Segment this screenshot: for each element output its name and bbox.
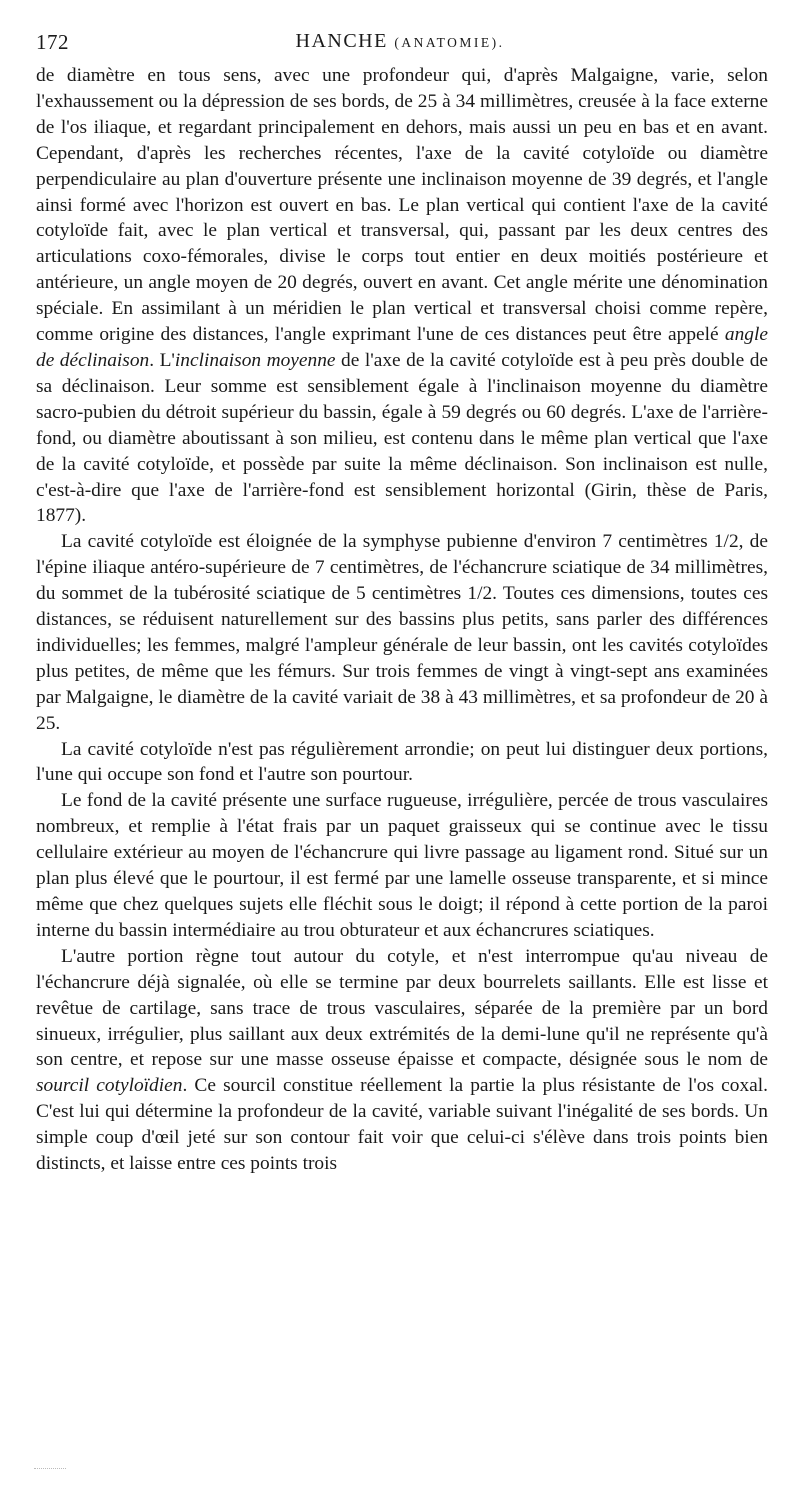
paragraph-text: La cavité cotyloïde est éloignée de la symphyse pubienne d'environ 7 centimètres 1/2, de l'épine iliaque antéro-supérieure de 7 centimètres, de l'échancrure sciatique de 34 millimètres, du sommet de la tubérosité sciatique de 5 centimètres 1/2. Toutes ces dimensions, toutes ces distances, se réduisent naturellement sur des bassins plus petits, sans parler des différences individuelles; les femmes, malgré l'ampleur générale de leur bassin, ont les cavités cotyloïdes plus petites, de même que les fémurs. Sur trois femmes de vingt à vingt-sept ans examinées par Malgaigne, le diamètre de la cavité variait de 38 à 43 millimètres, et sa profondeur de 20 à 25. [36,531,768,734]
footer-mark [34,1468,66,1471]
paragraph-text: Le fond de la cavité présente une surface rugueuse, irrégulière, percée de trous vasculaires nombreux, et remplie à l'état frais par un paquet graisseux qui se continue avec le tissu cellulaire extérieur au moyen de l'échancrure qui livre passage au ligament rond. Situé sur un plan plus élevé que le pourtour, il est fermé par une lamelle osseuse transparente, et si mince même que chez quelques sujets elle fléchit sous le doigt; il répond à cette portion de la paroi interne du bassin intermédiaire au trou obturateur et aux échancrures sciatiques. [36,790,768,941]
paragraph [36,944,768,1177]
running-title [36,30,764,53]
italic-term: angle de déclinaison [36,324,768,371]
paragraph [36,737,768,789]
paragraph-text: La cavité cotyloïde n'est pas régulièrement arrondie; on peut lui distinguer deux portions, l'une qui occupe son fond et l'autre son pourtour. [36,738,768,786]
running-head [36,30,764,56]
paragraph-text: . Ce sourcil constitue réellement la partie la plus résistante de l'os coxal. C'est lui qui détermine la profondeur de la cavité, variable suivant l'inégalité de ses bords. Un simple coup d'œil jeté sur son contour fait voir que celui-ci s'élève dans trois points bien distincts, et laisse entre ces points trois [36,1075,768,1175]
paragraph-text: de l'axe de la cavité cotyloïde est à peu près double de sa déclinaison. Leur somme est sensiblement égale à l'inclinaison moyenne du diamètre sacro-pubien du détroit supérieur du bassin, égale à 59 degrés ou 60 degrés. L'axe de l'arrière-fond, ou diamètre aboutissant à son milieu, est contenu dans le même plan vertical que l'axe de la cavité cotyloïde, et possède par suite la même déclinaison. Son inclinaison est nulle, c'est-à-dire que l'axe de l'arrière-fond est sensiblement horizontal (Girin, thèse de Paris, 1877). [36,349,768,527]
paragraph-text: L'autre portion règne tout autour du cotyle, et n'est interrompue qu'au niveau de l'échancrure déjà signalée, où elle se termine par deux bourrelets saillants. Elle est lisse et revêtue de cartilage, sans trace de trous vasculaires, séparée de la première par un bord sinueux, irrégulier, plus saillant aux deux extrémités de la demi-lune qu'il ne représente qu'à son centre, et repose sur une masse osseuse épaisse et compacte, désignée sous le nom de [36,945,768,1071]
running-title-main: HANCHE [295,30,388,52]
body-text [36,63,768,1177]
page-number: 172 [36,30,69,54]
italic-term: inclinaison moyenne [174,349,336,371]
paragraph-text: de diamètre en tous sens, avec une profondeur qui, d'après Malgaigne, varie, selon l'exhaussement ou la dépression de ses bords, de 25 à 34 millimètres, creusée à la face externe de l'os iliaque, et regardant principalement en dehors, mais aussi un peu en bas et en avant. Cependant, d'après les recherches récentes, l'axe de la cavité cotyloïde ou diamètre perpendiculaire au plan d'ouverture présente une inclinaison moyenne de 39 degrés, et l'angle ainsi formé avec l'horizon est ouvert en bas. Le plan vertical qui contient l'axe de la cavité cotyloïde fait, avec le plan vertical et transversal, qui, passant par les deux centres des articulations coxo-fémorales, divise le corps tout entier en deux moitiés postérieure et antérieure, un angle moyen de 20 degrés, ouvert en avant. Cet angle mérite une dénomination spéciale. En assimilant à un méridien le plan vertical et transversal choisi comme repère, comme origine des distances, l'angle exprimant l'une de ces distances peut être appelé [36,65,768,346]
paragraph-text: . L' [149,349,175,371]
paragraph [36,529,768,736]
paragraph [36,63,768,529]
paragraph [36,788,768,943]
running-title-subtitle: (ANATOMIE). [394,35,505,50]
italic-term: sourcil cotyloïdien [36,1075,183,1097]
